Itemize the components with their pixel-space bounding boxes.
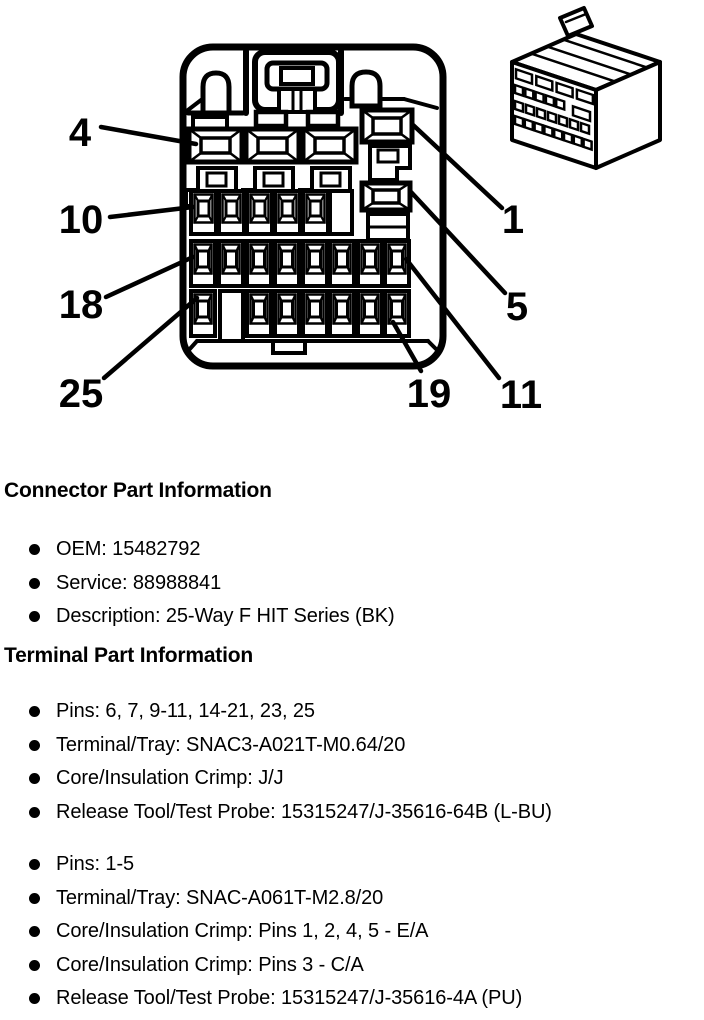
bullet-text: Service: 88988841 xyxy=(56,571,222,594)
iso-cavity xyxy=(584,139,592,150)
bullet-item xyxy=(0,915,704,949)
bullet-text: Pins: 1-5 xyxy=(56,853,135,876)
iso-cavity xyxy=(574,136,582,147)
wall-post xyxy=(220,291,243,341)
iso-cavity xyxy=(515,85,523,96)
callout-label-19: 19 xyxy=(406,372,452,416)
callout-label-18: 18 xyxy=(58,283,104,327)
iso-cavity xyxy=(535,123,543,134)
bullet-text: Release Tool/Test Probe: 15315247/J-35616-64B (L-BU) xyxy=(56,800,552,823)
bullet-item xyxy=(0,567,704,601)
iso-cavity xyxy=(564,132,572,143)
bullet-icon xyxy=(29,893,40,904)
connector-part-info-list xyxy=(0,533,704,634)
callout-label-5: 5 xyxy=(505,285,529,329)
bullet-text: Terminal/Tray: SNAC3-A021T-M0.64/20 xyxy=(56,733,406,756)
polarizing-tab xyxy=(352,72,380,106)
bullet-icon xyxy=(29,706,40,717)
bullet-text: Description: 25-Way F HIT Series (BK) xyxy=(56,605,395,628)
iso-cavity xyxy=(556,99,564,110)
bullet-item xyxy=(0,762,704,796)
iso-cavity xyxy=(581,123,589,134)
bullet-item xyxy=(0,533,704,567)
latch-foot xyxy=(308,112,338,126)
iso-cavity xyxy=(525,88,533,99)
bullet-icon xyxy=(29,578,40,589)
bullet-text: Core/Insulation Crimp: Pins 3 - C/A xyxy=(56,953,364,976)
bullet-text: Core/Insulation Crimp: Pins 1, 2, 4, 5 - E/A xyxy=(56,920,429,943)
iso-cavity xyxy=(548,112,556,123)
bullet-item xyxy=(0,848,704,882)
iso-cavity xyxy=(515,116,523,127)
bullet-item xyxy=(0,949,704,983)
iso-cavity xyxy=(526,105,534,116)
iso-cavity xyxy=(515,101,523,112)
callout-label-11: 11 xyxy=(499,373,543,417)
bullet-icon xyxy=(29,740,40,751)
iso-cavity xyxy=(554,129,562,140)
iso-cavity xyxy=(570,119,578,130)
connector-3d-view xyxy=(512,8,660,168)
bullet-item xyxy=(0,796,704,830)
bullet-text: Release Tool/Test Probe: 15315247/J-35616-4A (PU) xyxy=(56,987,523,1010)
iso-cavity xyxy=(546,95,554,106)
bullet-icon xyxy=(29,926,40,937)
terminal-group-1-list xyxy=(0,695,704,829)
bullet-item xyxy=(0,600,704,634)
callout-label-25: 25 xyxy=(58,372,104,416)
bullet-text: Core/Insulation Crimp: J/J xyxy=(56,767,284,790)
bullet-text: Pins: 6, 7, 9-11, 14-21, 23, 25 xyxy=(56,700,315,723)
callout-label-4: 4 xyxy=(68,111,92,155)
connector-face-diagram xyxy=(0,0,704,470)
bullet-item xyxy=(0,882,704,916)
iso-cavity xyxy=(559,116,567,127)
bullet-item xyxy=(0,729,704,763)
callout-label-1: 1 xyxy=(501,198,525,242)
blank-slot xyxy=(330,191,352,234)
bullet-icon xyxy=(29,544,40,555)
latch-inner xyxy=(281,68,313,84)
bullet-icon xyxy=(29,773,40,784)
bullet-text: Terminal/Tray: SNAC-A061T-M2.8/20 xyxy=(56,886,384,909)
bullet-icon xyxy=(29,859,40,870)
bullet-item xyxy=(0,695,704,729)
polarizing-tab xyxy=(203,73,229,113)
bullet-item xyxy=(0,982,704,1016)
latch-foot xyxy=(256,112,286,126)
iso-cavity xyxy=(544,126,552,137)
iso-cavity xyxy=(537,108,545,119)
bullet-icon xyxy=(29,611,40,622)
bottom-rim-slot xyxy=(273,341,305,353)
bullet-text: OEM: 15482792 xyxy=(56,538,201,561)
terminal-part-info-heading: Terminal Part Information xyxy=(4,644,253,667)
callout-label-10: 10 xyxy=(58,198,104,242)
iso-cavity xyxy=(536,92,544,103)
bullet-icon xyxy=(29,960,40,971)
bullet-icon xyxy=(29,993,40,1004)
latch-slot xyxy=(279,89,315,112)
terminal-group-2-list xyxy=(0,848,704,1016)
bullet-icon xyxy=(29,807,40,818)
iso-cavity xyxy=(525,119,533,130)
connector-part-info-heading: Connector Part Information xyxy=(4,479,272,502)
